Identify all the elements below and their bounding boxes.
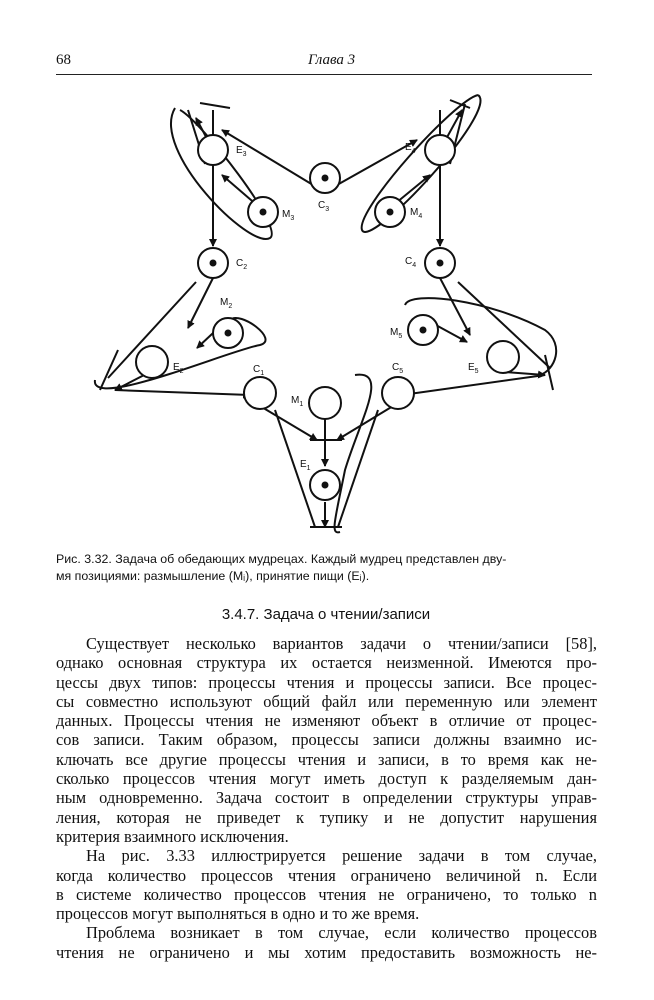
label-m2: $M_2$ xyxy=(220,297,233,310)
petri-net-diagram xyxy=(90,90,570,540)
text-line: ключать все другие процессы чтения и записи, в то время как не- xyxy=(56,749,597,769)
text-line: На рис. 3.33 иллюстрируется решение задачи в том случае, xyxy=(86,846,597,866)
label-m1: $M_1$ xyxy=(291,395,304,408)
caption-line: мя позициями: размышление (Mᵢ), принятие пищи (Eᵢ). xyxy=(56,569,370,583)
page-number: 68 xyxy=(56,52,71,68)
label-c5: $C_5$ xyxy=(392,362,404,375)
label-c2: $C_2$ xyxy=(236,258,248,271)
text-line: однако основная структура их остается неизменной. Имеются про- xyxy=(56,653,597,673)
text-line: ления, которая не приведет к тупику и не допустит нарушения xyxy=(56,807,597,827)
label-e5: $E_5$ xyxy=(468,362,479,375)
running-head: Глава 3 xyxy=(308,52,356,68)
label-c3: $C_3$ xyxy=(318,200,330,213)
text-line: сов записи. Таким образом, процессы записи должны взаимно ис- xyxy=(56,730,597,750)
label-e1: $E_1$ xyxy=(300,459,311,472)
caption-line: Рис. 3.32. Задача об обедающих мудрецах. Каждый мудрец представлен дву- xyxy=(56,552,507,566)
text-line: когда количество процессов чтения ограничено величиной n. Если xyxy=(56,865,597,885)
label-m4: $M_4$ xyxy=(410,207,423,220)
text-line: Проблема возникает в том случае, если количество процессов xyxy=(86,923,597,943)
label-e4: $E_4$ xyxy=(405,142,416,155)
label-e2: $E_2$ xyxy=(173,362,184,375)
text-line: сы совместно используют общий файл или переменную или элемент xyxy=(56,691,597,711)
page-header xyxy=(56,52,592,75)
label-e3: $E_3$ xyxy=(236,145,247,158)
text-line: критерия взаимного исключения. xyxy=(56,826,289,846)
text-line: Существует несколько вариантов задачи о чтении/записи [58], xyxy=(86,634,597,653)
label-c4: $C_4$ xyxy=(405,256,417,269)
text-line: ным одновременно. Задача состоит в определении структуры управ- xyxy=(56,788,597,808)
section-title: 3.4.7. Задача о чтении/записи xyxy=(221,606,431,623)
text-line: цессы двух типов: процессы чтения и процессы записи. Все процес- xyxy=(56,672,597,692)
text-line: данных. Процессы чтения не изменяют объект в отличие от процес- xyxy=(56,711,597,731)
text-line: процессов могут выполняться в одно и то же время. xyxy=(56,904,420,924)
label-m5: $M_5$ xyxy=(390,327,403,340)
text-line: в системе количество процессов чтения не ограничено, то только n xyxy=(56,884,597,904)
body-text xyxy=(56,634,597,962)
label-c1: $C_1$ xyxy=(253,364,265,377)
figure-caption xyxy=(56,551,596,585)
text-line: сколько процессов чтения могут иметь доступ к разделяемым дан- xyxy=(56,769,597,789)
text-line: чтения не ограничено и мы хотим предоставить возможность не- xyxy=(56,942,597,962)
label-m3: $M_3$ xyxy=(282,209,295,222)
